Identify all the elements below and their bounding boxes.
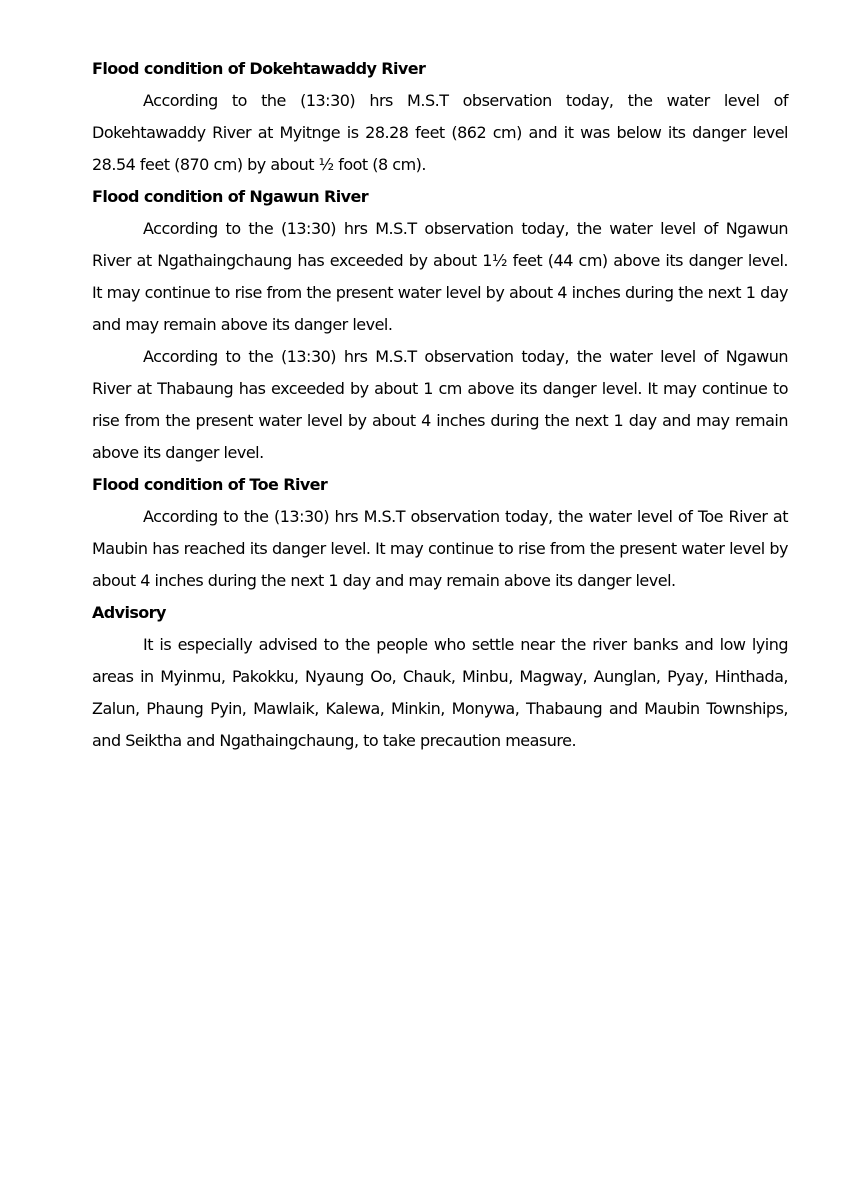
- paragraph-dokehtawaddy-myitnge: According to the (13:30) hrs M.S.T observation today, the water level of Dokehtawaddy River at Myitnge is 28.28 feet (862 cm) and it was below its danger level 28.54 feet (870 cm) by about ½ foot (8 cm).: [92, 91, 788, 174]
- document-page: [92, 53, 788, 757]
- paragraph-ngawun-ngathaingchaung: According to the (13:30) hrs M.S.T observation today, the water level of Ngawun River at Ngathaingchaung has exceeded by about 1½ feet (44 cm) above its danger level. It may continue to rise from the present water level by about 4 inches during the next 1 day and may remain above its danger level.: [92, 219, 788, 334]
- paragraph-toe-maubin: According to the (13:30) hrs M.S.T observation today, the water level of Toe River at Maubin has reached its danger level. It may continue to rise from the present water level by about 4 inches during the next 1 day and may remain above its danger level.: [92, 507, 788, 590]
- paragraph-advisory: It is especially advised to the people who settle near the river banks and low lying areas in Myinmu, Pakokku, Nyaung Oo, Chauk, Minbu, Magway, Aunglan, Pyay, Hinthada, Zalun, Phaung Pyin, Mawlaik, Kalewa, Minkin, Monywa, Thabaung and Maubin Townships, and Seiktha and Ngathaingchaung, to take precaution measure.: [92, 635, 788, 750]
- section-heading-dokehtawaddy: Flood condition of Dokehtawaddy River: [92, 59, 426, 78]
- section-heading-ngawun: Flood condition of Ngawun River: [92, 187, 368, 206]
- paragraph-ngawun-thabaung: According to the (13:30) hrs M.S.T observation today, the water level of Ngawun River at Thabaung has exceeded by about 1 cm above its danger level. It may continue to rise from the present water level by about 4 inches during the next 1 day and may remain above its danger level.: [92, 347, 788, 462]
- section-heading-toe: Flood condition of Toe River: [92, 475, 328, 494]
- section-heading-advisory: Advisory: [92, 603, 166, 622]
